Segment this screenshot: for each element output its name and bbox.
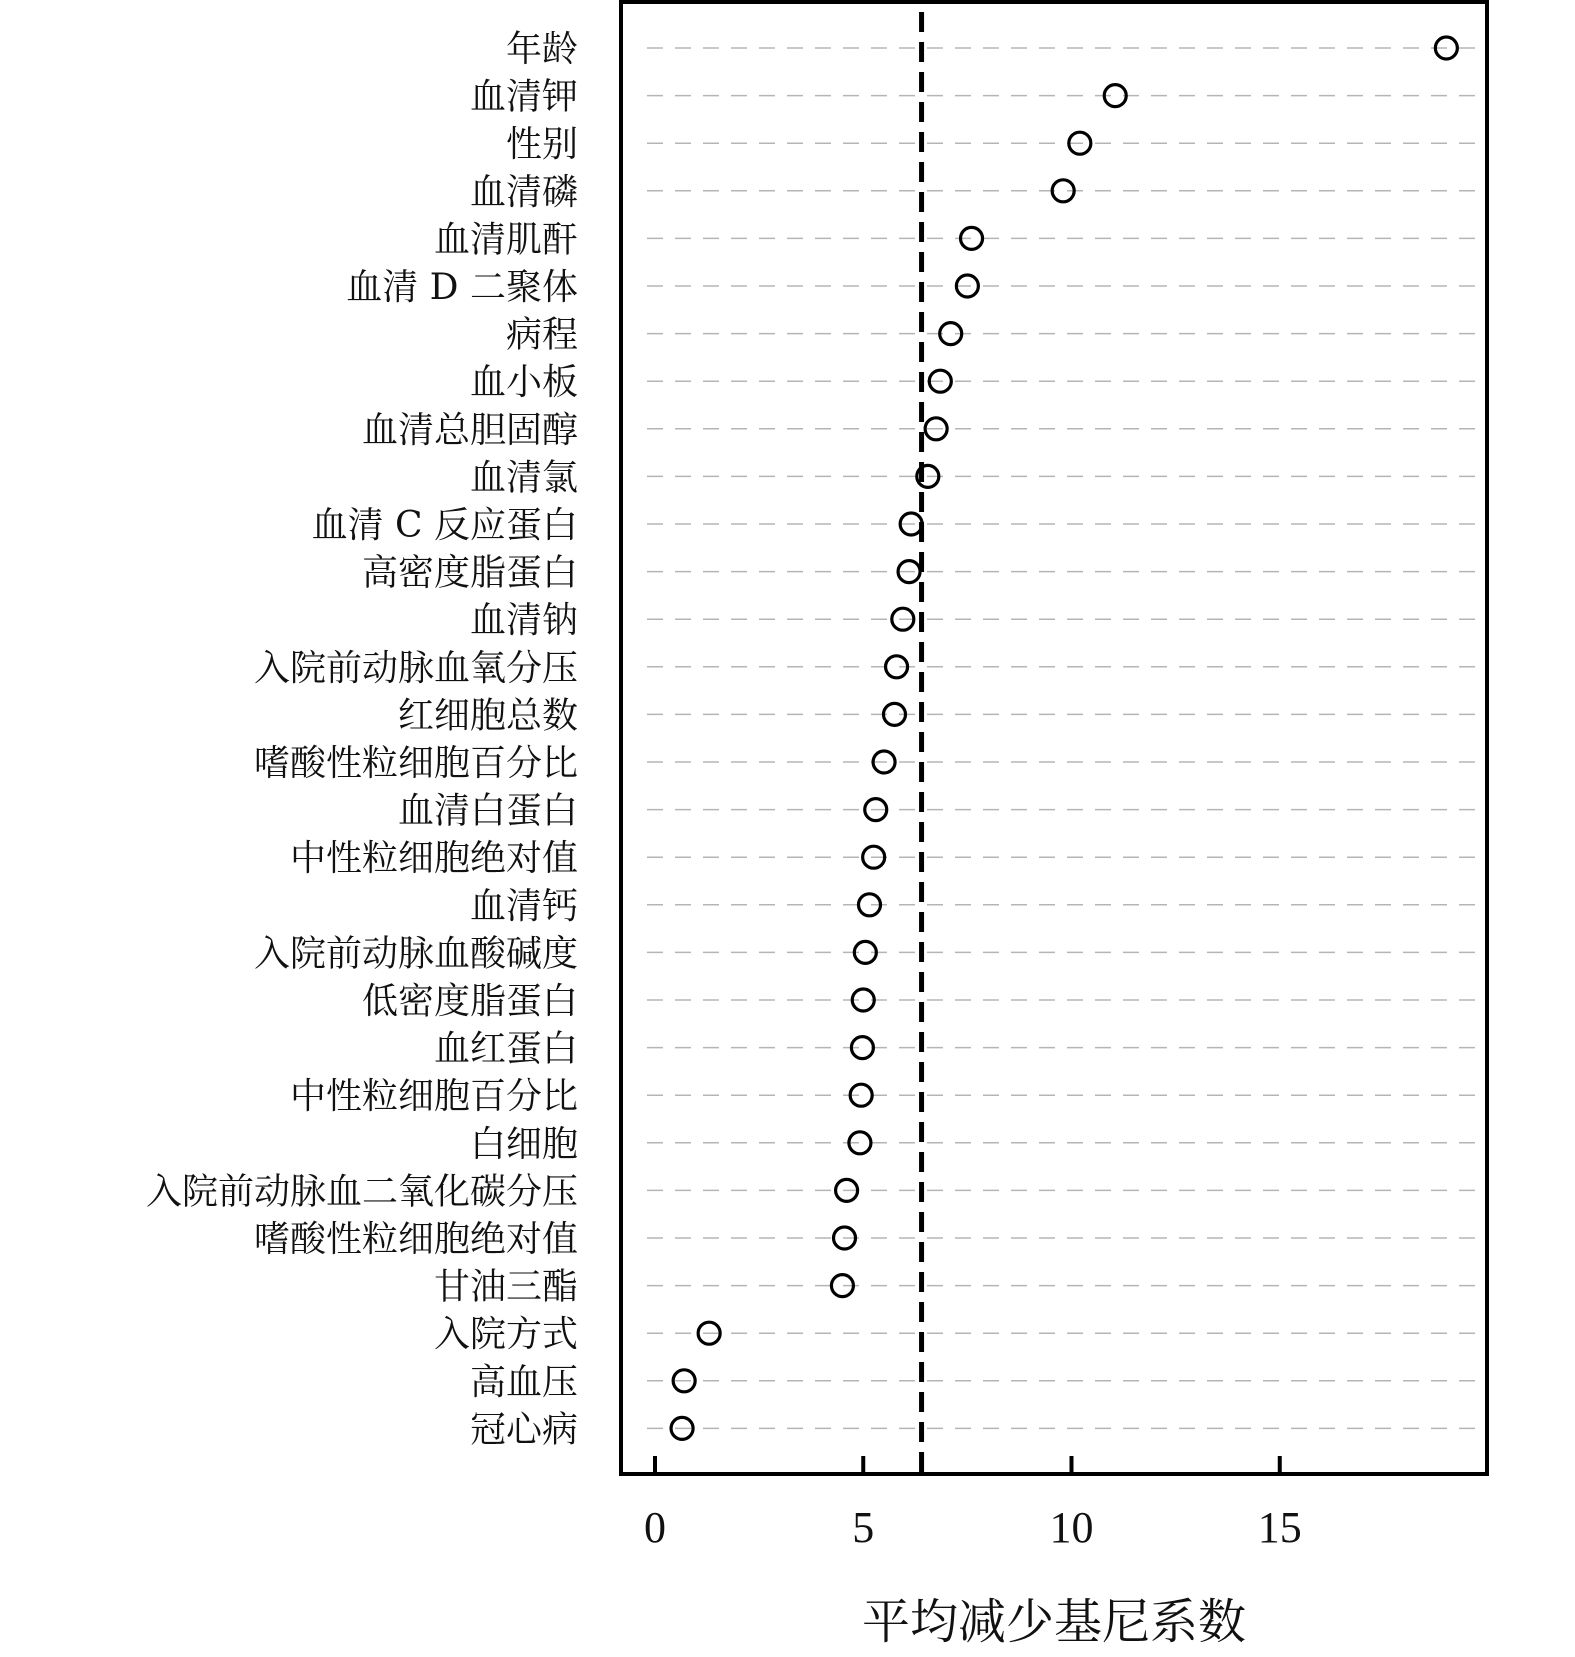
category-label: 中性粒细胞绝对值 [289, 838, 578, 880]
category-label: 嗜酸性粒细胞绝对值 [253, 1219, 578, 1260]
category-label: 血小板 [469, 362, 578, 404]
category-label: 高密度脂蛋白 [361, 552, 578, 594]
category-label: 低密度脂蛋白 [361, 981, 578, 1022]
category-label: 性别 [505, 124, 578, 166]
category-label: 冠心病 [469, 1409, 578, 1451]
x-tick-label: 5 [852, 1503, 875, 1552]
category-label: 血清钠 [469, 600, 578, 642]
category-label: 嗜酸性粒细胞百分比 [253, 743, 578, 784]
category-label: 红细胞总数 [397, 695, 578, 737]
category-label: 血清总胆固醇 [361, 409, 578, 451]
gridlines [647, 48, 1485, 1428]
category-label: 入院前动脉血酸碱度 [253, 933, 578, 975]
category-label: 年龄 [505, 29, 578, 70]
category-label: 血清白蛋白 [397, 790, 578, 832]
category-label: 血清钙 [469, 885, 578, 927]
category-label: 血清磷 [469, 171, 578, 213]
x-axis-ticks [644, 1456, 1302, 1552]
category-label: 病程 [505, 314, 578, 356]
category-label: 入院方式 [433, 1314, 578, 1356]
x-tick-label: 15 [1257, 1503, 1302, 1552]
category-label: 血清钾 [469, 76, 578, 118]
category-label: 入院前动脉血氧分压 [253, 647, 578, 689]
x-axis-title: 平均减少基尼系数 [861, 1594, 1247, 1650]
category-label: 甘油三酯 [433, 1266, 578, 1308]
category-label: 入院前动脉血二氧化碳分压 [145, 1171, 578, 1213]
data-points [671, 37, 1457, 1439]
category-label: 血红蛋白 [433, 1028, 578, 1070]
category-label: 中性粒细胞百分比 [289, 1076, 578, 1118]
category-label: 血清 C 反应蛋白 [311, 505, 578, 546]
category-label: 血清肌酐 [433, 219, 578, 261]
category-label: 血清氯 [469, 457, 578, 499]
category-label: 血清 D 二聚体 [346, 267, 578, 308]
category-label: 高血压 [469, 1361, 578, 1403]
x-tick-label: 10 [1049, 1503, 1094, 1552]
x-tick-label: 0 [644, 1503, 666, 1552]
category-label: 白细胞 [469, 1123, 578, 1165]
plot-frame [621, 2, 1487, 1474]
category-labels [146, 29, 578, 1450]
